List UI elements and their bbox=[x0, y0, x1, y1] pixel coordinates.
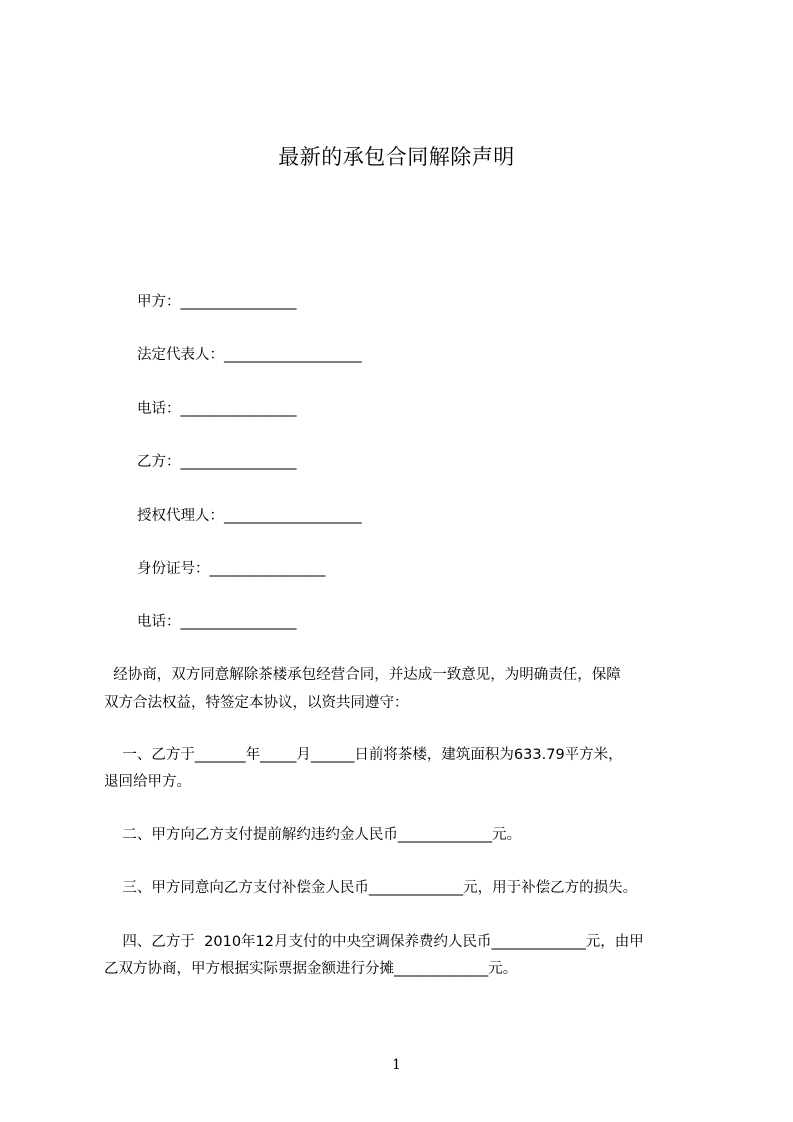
clause-1-line-1: 一、乙方于_______年_____月______日前将茶楼，建筑面积为633.79平方米， bbox=[104, 747, 623, 763]
authorized-agent-field: 授权代理人：___________________ bbox=[137, 508, 362, 524]
id-number-field: 身份证号：________________ bbox=[137, 561, 326, 577]
clause-1-line-2: 退回给甲方。 bbox=[104, 774, 191, 790]
clause-2: 二、甲方向乙方支付提前解约违约金人民币_____________元。 bbox=[104, 827, 522, 843]
party-b-phone-field: 电话：________________ bbox=[137, 614, 297, 630]
intro-paragraph-line-2: 双方合法权益，特签定本协议，以资共同遵守： bbox=[104, 695, 409, 711]
legal-representative-field: 法定代表人：___________________ bbox=[137, 347, 362, 363]
clause-4-line-1: 四、乙方于 2010年12月支付的中央空调保养费约人民币_____________元，由甲 bbox=[104, 934, 644, 950]
page-number: 1 bbox=[392, 1057, 401, 1073]
intro-paragraph-line-1: 经协商，双方同意解除茶楼承包经营合同，并达成一致意见，为明确责任，保障 bbox=[104, 667, 621, 683]
party-a-field: 甲方：________________ bbox=[137, 294, 297, 310]
clause-3: 三、甲方同意向乙方支付补偿金人民币_____________元，用于补偿乙方的损失。 bbox=[104, 880, 638, 896]
party-b-field: 乙方：________________ bbox=[137, 454, 297, 470]
document-title: 最新的承包合同解除声明 bbox=[278, 145, 515, 169]
party-a-phone-field: 电话：________________ bbox=[137, 401, 297, 417]
clause-4-line-2: 乙双方协商，甲方根据实际票据金额进行分摊_____________元。 bbox=[104, 961, 518, 977]
